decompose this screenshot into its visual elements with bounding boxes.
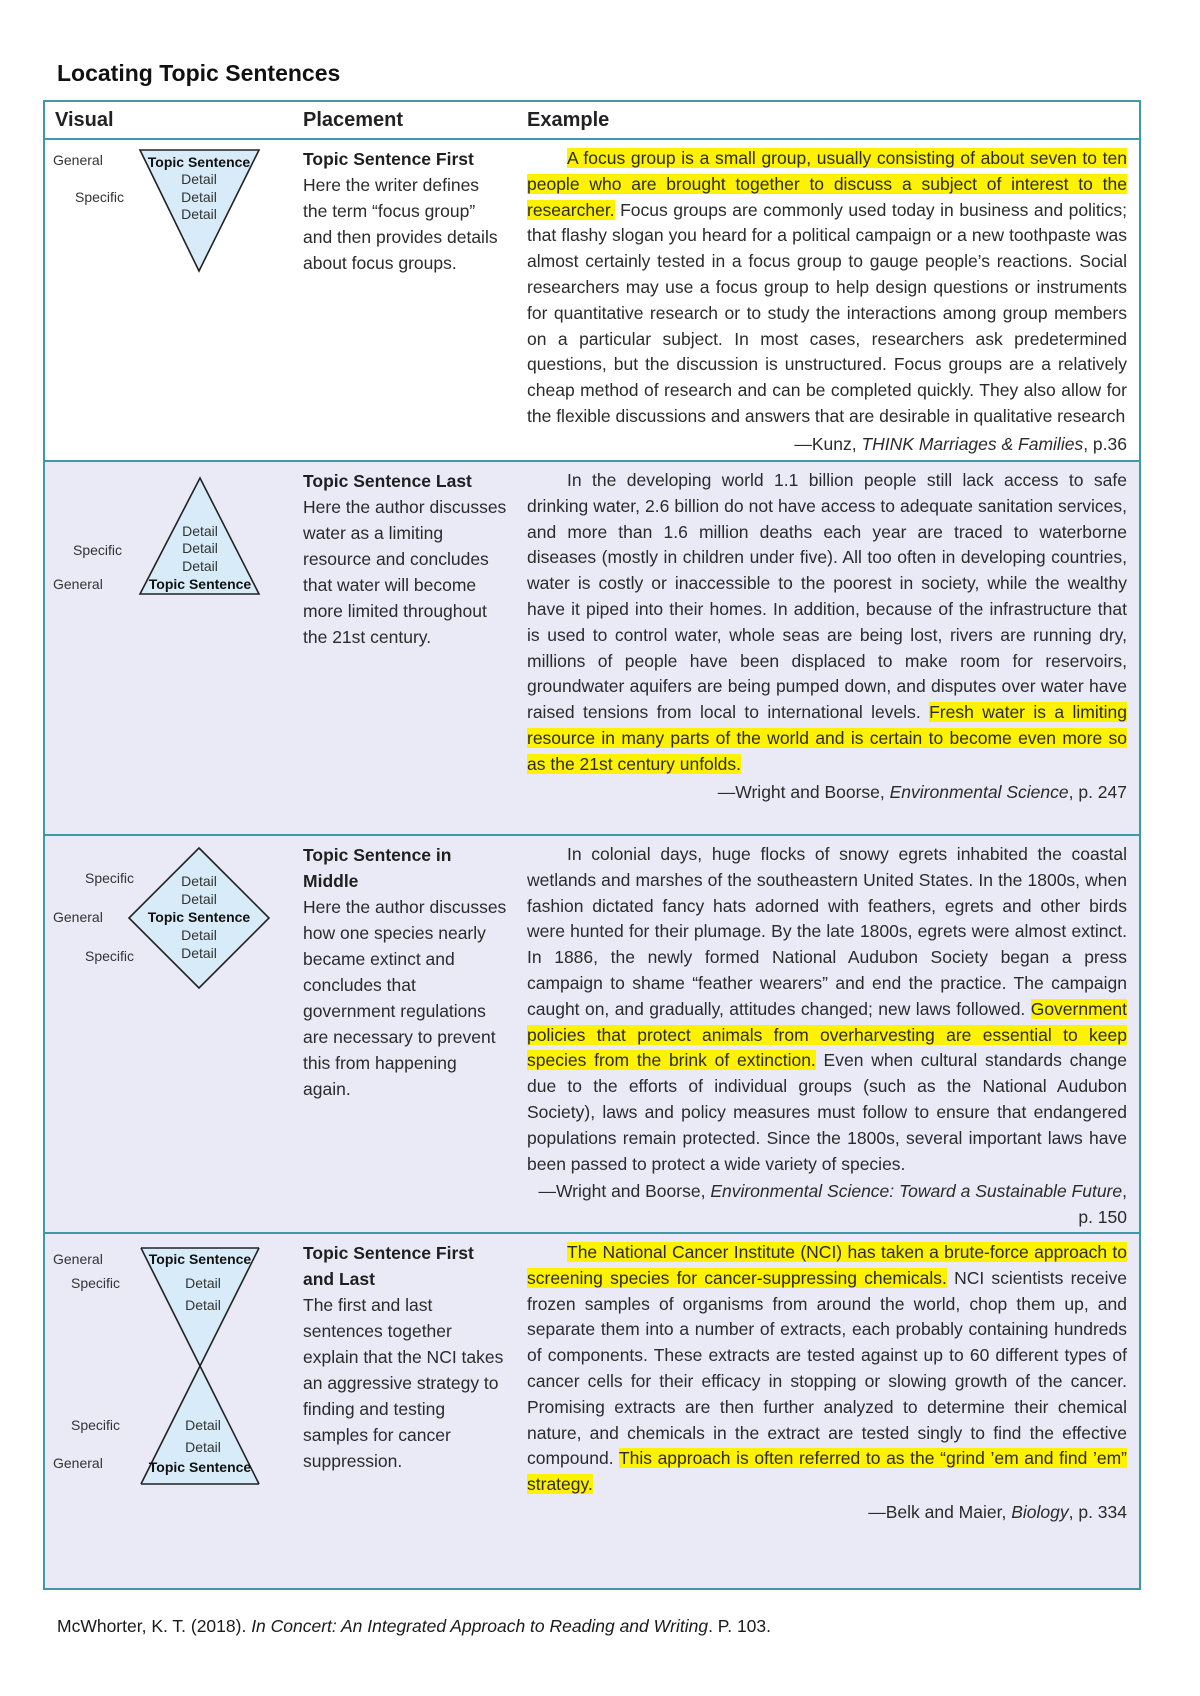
cite-work: Environmental Science — [889, 781, 1069, 802]
label-detail: Detail — [185, 1297, 221, 1313]
example-text: Even when cultural standards change due to the efforts of individual groups (such as the National Audubon Society), laws and policy measures must follow to ensure that endangered populations remain protected. Since the 1800s, several important laws have been passed to protect a wide variety of species. — [527, 1050, 1128, 1174]
visual-inverted-triangle — [53, 146, 293, 276]
example-text: In colonial days, huge flocks of snowy egrets inhabited the coastal wetlands and marshes of the southeastern United States. In the 1800s, when fashion dictated fancy hats adorned with feathers, egrets and other birds were hunted for their plumage. By the late 1800s, egrets were almost extinct. In 1886, the newly formed National Audubon Society began a press campaign to shame “feather wearers” and end the practice. The campaign caught on, and gradually, attitudes changed; new laws followed. — [527, 844, 1127, 1019]
highlighted-topic-sentence: The National Cancer Institute (NCI) has taken a brute-force approach to screening species for cancer-suppressing chemicals. — [527, 1242, 1127, 1288]
label-topic-sentence: Topic Sentence — [148, 1459, 252, 1475]
placement-description: Here the writer defines the term “focus group” and then provides details about focus groups. — [303, 175, 498, 273]
cite-work: Environmental Science: Toward a Sustainable Future — [710, 1181, 1123, 1202]
label-detail: Detail — [182, 540, 218, 556]
label-detail: Detail — [181, 945, 217, 961]
placement-cell — [303, 146, 508, 276]
visual-hourglass — [53, 1242, 293, 1497]
label-detail: Detail — [182, 558, 218, 574]
citation-page: . P. 103. — [708, 1616, 772, 1636]
example-cell — [527, 842, 1127, 1231]
source-citation — [527, 780, 1127, 806]
label-general: General — [53, 1251, 103, 1267]
placement-description: Here the author discusses water as a limiting resource and concludes that water will become more limited throughout the 21st century. — [303, 497, 507, 647]
label-detail: Detail — [185, 1439, 221, 1455]
cite-page: , p. 247 — [1068, 781, 1127, 802]
example-text: Focus groups are commonly used today in business and politics; that flashy slogan you heard for a political campaign or a new toothpaste was almost certainly tested in a focus group to gauge people’s reactions. Social researchers may use a focus group to help design questions or instruments for quantitative research or to study the interactions among group members on a particular subject. In most cases, researchers ask predetermined questions, but the discussion is unstructured. Focus groups are a relatively cheap method of research and can be completed quickly. They also allow for the flexible discussions and answers that are desirable in qualitative research — [527, 199, 1127, 426]
placement-title: Topic Sentence First — [303, 149, 474, 169]
example-paragraph — [527, 1240, 1127, 1498]
label-general: General — [53, 909, 103, 925]
placement-cell — [303, 468, 508, 650]
label-specific: Specific — [73, 542, 123, 558]
label-specific: Specific — [71, 1417, 121, 1433]
cite-work: THINK Marriages & Families — [861, 433, 1084, 454]
label-detail: Detail — [185, 1417, 221, 1433]
cite-page: , p. 334 — [1068, 1501, 1127, 1522]
highlighted-topic-sentence: This approach is often referred to as the “grind ’em and find ’em” strategy. — [527, 1448, 1127, 1495]
placement-cell — [303, 1240, 508, 1474]
page-title: Locating Topic Sentences — [57, 60, 341, 86]
placement-title: Topic Sentence Last — [303, 471, 472, 491]
label-specific: Specific — [85, 870, 135, 886]
label-specific: Specific — [75, 189, 125, 205]
source-citation — [527, 1500, 1127, 1526]
row-topic-first — [45, 140, 1139, 462]
header-placement: Placement — [303, 109, 404, 131]
source-citation — [527, 432, 1127, 458]
visual-diamond — [53, 844, 293, 994]
row-topic-last — [45, 462, 1139, 836]
label-detail: Detail — [181, 891, 217, 907]
example-paragraph — [527, 468, 1127, 778]
label-topic-sentence: Topic Sentence — [148, 576, 252, 592]
label-detail: Detail — [181, 873, 217, 889]
example-text: In the developing world 1.1 billion people still lack access to safe drinking water, 2.6 billion do not have access to adequate sanitation services, and more than 1.6 million deaths each year are traced to waterborne diseases (mostly in children under five). All too often in developing countries, water is costly or inaccessible to the poorest in society, while the wealthy have it piped into their homes. In addition, because of the infrastructure that is used to control water, whole seas are being lost, rivers are running dry, millions of people have been displaced to make room for reservoirs, groundwater aquifers are being pumped down, and disputes over water have raised tensions from local to international levels. — [527, 470, 1127, 723]
cite-page: , p. 150 — [1078, 1181, 1127, 1228]
placement-description: Here the author discusses how one species nearly became extinct and concludes that government regulations are necessary to prevent this from happening again. — [303, 897, 507, 1099]
example-cell — [527, 146, 1127, 458]
label-general: General — [53, 576, 103, 592]
row-topic-first-and-last — [45, 1234, 1139, 1588]
example-paragraph — [527, 146, 1127, 430]
example-cell — [527, 468, 1127, 805]
label-detail: Detail — [181, 927, 217, 943]
highlighted-topic-sentence: Fresh water is a limiting resource in many parts of the world and is certain to become even more so as the 21st century unfolds. — [527, 702, 1127, 774]
cite-page: , p.36 — [1083, 433, 1127, 454]
label-general: General — [53, 152, 103, 168]
highlighted-topic-sentence: Government policies that protect animals from overharvesting are essential to keep species from the brink of extinction. — [527, 998, 1127, 1071]
placement-description: The first and last sentences together explain that the NCI takes an aggressive strategy to finding and testing samples for cancer suppression. — [303, 1295, 504, 1471]
header-example: Example — [527, 109, 610, 131]
example-paragraph — [527, 842, 1127, 1177]
cite-work: Biology — [1011, 1501, 1069, 1522]
bibliographic-citation — [57, 1616, 1137, 1637]
label-detail: Detail — [185, 1275, 221, 1291]
placement-cell — [303, 842, 508, 1102]
citation-author: McWhorter, K. T. (2018). — [57, 1616, 252, 1636]
example-cell — [527, 1240, 1127, 1526]
cite-author: —Belk and Maier, — [868, 1501, 1012, 1522]
label-detail: Detail — [181, 206, 217, 222]
label-topic-sentence: Topic Sentence — [148, 1251, 252, 1267]
row-topic-middle — [45, 836, 1139, 1234]
cite-author: —Wright and Boorse, — [538, 1181, 711, 1202]
label-detail: Detail — [181, 189, 217, 205]
header-visual: Visual — [55, 109, 114, 131]
placement-title: Topic Sentence First and Last — [303, 1243, 474, 1289]
source-citation — [527, 1179, 1127, 1231]
cite-author: —Wright and Boorse, — [717, 781, 890, 802]
label-specific: Specific — [71, 1275, 121, 1291]
label-detail: Detail — [181, 171, 217, 187]
citation-work: In Concert: An Integrated Approach to Reading and Writing — [251, 1616, 709, 1636]
label-general: General — [53, 1455, 103, 1471]
example-text: NCI scientists receive frozen samples of organisms from around the world, chop them up, and separate them into a number of extracts, each probably containing hundreds of components. These extracts are tested against up to 60 different types of cancer cells for their efficacy in stopping or slowing growth of the cancer. Promising extracts are then further analyzed to determine their chemical nature, and chemicals in the extract are tested singly to find the effective compound. — [527, 1267, 1128, 1469]
placement-title: Topic Sentence in Middle — [303, 845, 452, 891]
topic-sentence-figure — [43, 100, 1141, 1590]
cite-author: —Kunz, — [794, 433, 862, 454]
highlighted-topic-sentence: A focus group is a small group, usually consisting of about seven to ten people who are brought together to discuss a subject of interest to the researcher. — [527, 148, 1127, 220]
label-topic-sentence: Topic Sentence — [147, 909, 251, 925]
label-detail: Detail — [182, 523, 218, 539]
visual-triangle — [53, 470, 293, 605]
label-specific: Specific — [85, 948, 135, 964]
table-header — [45, 102, 1139, 140]
label-topic-sentence: Topic Sentence — [147, 154, 251, 170]
